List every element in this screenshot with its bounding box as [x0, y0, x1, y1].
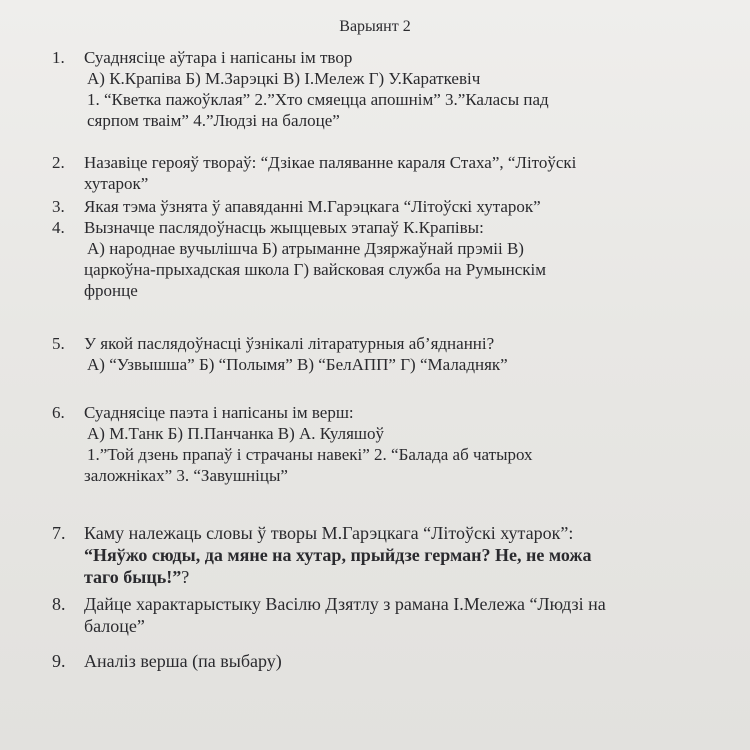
question-number: 9.: [52, 651, 66, 671]
question-number: 7.: [52, 523, 66, 543]
quote-text: “Няўжо сюды, да мяне на хутар, прыйдзе герман? Не, не можа: [84, 545, 592, 565]
question-4: [52, 217, 742, 301]
work-list: 1. “Кветка пажоўклая” 2.”Хто смяецца апошнім” 3.”Каласы пад: [87, 90, 549, 109]
question-text-cont: балоце”: [84, 616, 145, 636]
question-text: Вызначце паслядоўнасць жыццевых этапаў К.Крапівы:: [84, 218, 484, 237]
question-3: [52, 196, 742, 217]
question-body: [84, 47, 742, 131]
question-5: [52, 333, 742, 375]
question-body: [84, 593, 742, 637]
question-number: 8.: [52, 594, 66, 614]
question-number: 6.: [52, 403, 65, 422]
page-title: Варыянт 2: [339, 18, 411, 35]
question-number: 4.: [52, 218, 65, 237]
question-body: [84, 522, 742, 588]
quote-text-cont: таго быць!”: [84, 567, 182, 587]
question-body: [84, 217, 742, 301]
question-9: [52, 650, 742, 672]
question-text: Якая тэма ўзнята ў апавяданні М.Гарэцкага “Літоўскі хутарок”: [84, 197, 541, 216]
question-mark: ?: [181, 567, 190, 587]
question-body: [84, 402, 742, 486]
question-number: 5.: [52, 334, 65, 353]
poem-list: 1.”Той дзень прапаў і страчаны навекі” 2. “Балада аб чатырох: [87, 445, 533, 464]
answer-options-cont: фронце: [84, 281, 138, 300]
question-text: У якой паслядоўнасці ўзнікалі літаратурныя аб’яднанні?: [84, 334, 495, 353]
question-number: 3.: [52, 197, 65, 216]
question-1: [52, 47, 742, 131]
question-body: [84, 196, 742, 217]
question-8: [52, 593, 742, 637]
question-text: Дайце характарыстыку Васілю Дзятлу з рамана І.Мележа “Людзі на: [84, 594, 606, 614]
question-number: 1.: [52, 48, 65, 67]
question-text: Назавіце герояў твораў: “Дзікае паляванне караля Стаха”, “Літоўскі: [84, 153, 577, 172]
answer-options: А) народнае вучылішча Б) атрыманне Дзяржаўнай прэміі В): [87, 239, 524, 258]
answer-options-cont: царкоўна-прыхадская школа Г) вайсковая служба на Румынскім: [84, 260, 547, 279]
question-2: [52, 152, 742, 194]
poem-list-cont: заложніках” 3. “Завушніцы”: [84, 466, 288, 485]
question-text: Суаднясіце паэта і напісаны ім верш:: [84, 403, 354, 422]
work-list-cont: сярпом тваім” 4.”Людзі на балоце”: [87, 111, 340, 130]
answer-options: А) “Узвышша” Б) “Полымя” В) “БелАПП” Г) “Маладняк”: [87, 355, 508, 374]
question-body: [84, 152, 742, 194]
question-7: [52, 522, 742, 588]
question-body: [84, 650, 742, 672]
question-text: Аналіз верша (па выбару): [84, 651, 282, 671]
question-text-cont: хутарок”: [84, 174, 149, 193]
question-text: Каму належаць словы ў творы М.Гарэцкага “Літоўскі хутарок”:: [84, 523, 574, 543]
question-text: Суаднясіце аўтара і напісаны ім твор: [84, 48, 353, 67]
question-body: [84, 333, 742, 375]
question-number: 2.: [52, 153, 65, 172]
question-6: [52, 402, 742, 486]
answer-options: А) К.Крапіва Б) М.Зарэцкі В) І.Мележ Г) У.Караткевіч: [87, 69, 481, 88]
answer-options: А) М.Танк Б) П.Панчанка В) А. Куляшоў: [87, 424, 385, 443]
